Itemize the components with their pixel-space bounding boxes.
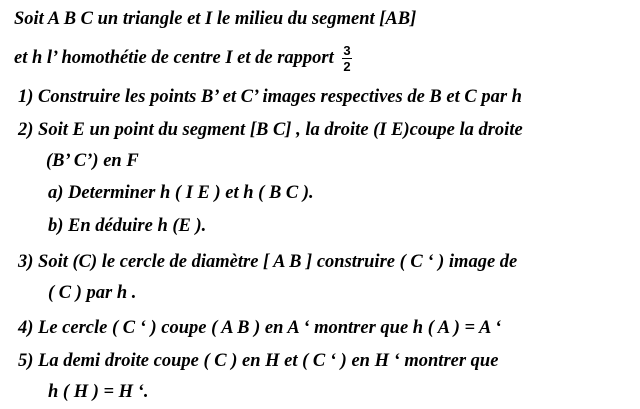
ratio-denominator: 2 xyxy=(343,59,351,74)
intro-line-2 xyxy=(14,44,352,73)
ratio-numerator: 3 xyxy=(343,43,351,58)
question-5-continuation: h ( H ) = H ‘. xyxy=(48,382,149,402)
question-3-continuation: ( C ) par h . xyxy=(48,283,137,303)
question-2: 2) Soit E un point du segment [B C] , la droite (I E)coupe la droite xyxy=(18,120,523,140)
ratio-fraction xyxy=(342,44,351,73)
intro-line-1: Soit A B C un triangle et I le milieu du segment [AB] xyxy=(14,9,417,29)
question-2a: a) Determiner h ( I E ) et h ( B C ). xyxy=(48,183,314,203)
intro-line-2-text: et h l’ homothétie de centre I et de rapport xyxy=(14,47,334,68)
question-2b: b) En déduire h (E ). xyxy=(48,216,207,236)
question-2-continuation: (B’ C’) en F xyxy=(46,151,139,171)
question-1: 1) Construire les points B’ et C’ images respectives de B et C par h xyxy=(18,87,522,107)
question-5: 5) La demi droite coupe ( C ) en H et ( C ‘ ) en H ‘ montrer que xyxy=(18,351,499,371)
question-4: 4) Le cercle ( C ‘ ) coupe ( A B ) en A ‘ montrer que h ( A ) = A ‘ xyxy=(18,318,502,338)
question-3: 3) Soit (C) le cercle de diamètre [ A B ] construire ( C ‘ ) image de xyxy=(18,252,518,272)
